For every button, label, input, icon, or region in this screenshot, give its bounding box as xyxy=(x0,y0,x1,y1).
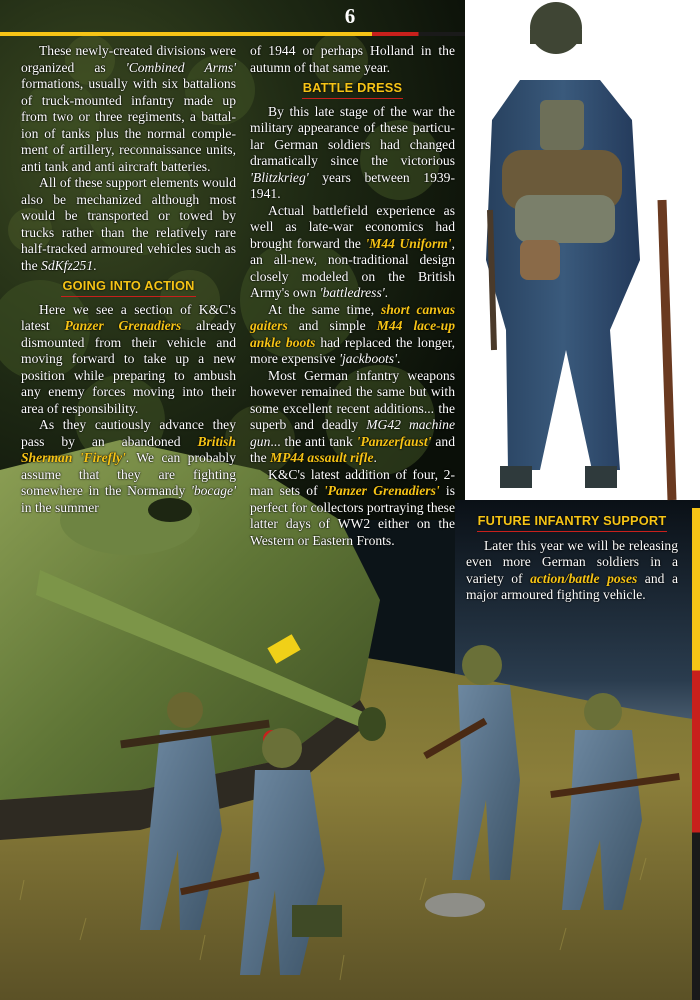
paragraph-panzer-grenadiers: Here we see a section of K&C's latest Panzer Grenadiers already dismounted from their vehicle and moving forward to take up a new position while preparing to ambush any enemy forces moving into their area of responsibility. xyxy=(21,301,236,416)
article-column-2 xyxy=(250,43,455,549)
m44-uniform-soldier-photo xyxy=(465,0,700,500)
top-stripe xyxy=(0,32,465,36)
right-edge-flag-bar xyxy=(692,508,700,1000)
article-column-3 xyxy=(466,513,678,604)
heading-going-into-action: GOING INTO ACTION xyxy=(61,278,195,297)
heading-future-infantry-support: FUTURE INFANTRY SUPPORT xyxy=(477,513,668,532)
paragraph-combined-arms: These newly-created divisions were organized as 'Combined Arms' formations, usually with six battalions of truck-mounted infantry made up from two or three regiments, a battal- ion of tanks plus the normal comple- ment of artillery, reconnaissance units, anti tank and anti aircraft batteries. xyxy=(21,43,236,174)
paragraph-gaiters-boots: At the same time, short canvas gaiters and simple M44 lace-up ankle boots had replaced the longer, more expensive 'jackboots'. xyxy=(250,301,455,366)
paragraph-1944-holland: of 1944 or perhaps Holland in the autumn of that same year. xyxy=(250,43,455,75)
paragraph-military-appearance: By this late stage of the war the military appearance of these particu- lar German soldiers had changed dramatically since the victorious 'Blitzkrieg' years between 1939-1941. xyxy=(250,103,455,201)
paragraph-kc-latest-sets: K&C's latest addition of four, 2-man sets of 'Panzer Grenadiers' is perfect for collectors portraying these latter days of WW2 either on the Western or Eastern Fronts. xyxy=(250,466,455,548)
page-number: 6 xyxy=(344,4,356,28)
heading-battle-dress: BATTLE DRESS xyxy=(302,80,404,99)
paragraph-infantry-weapons: Most German infantry weapons however remained the same but with some excellent recent additions... the superb and deadly MG42 machine gun... the anti tank 'Panzerfaust' and the MP44 assault rifle. xyxy=(250,367,456,465)
article-column-1 xyxy=(21,43,236,516)
paragraph-future-releases: Later this year we will be releasing even more German soldiers in a variety of action/battle poses and a major armoured fighting vehicle. xyxy=(466,537,678,602)
paragraph-sherman-firefly: As they cautiously advance they pass by an abandoned British Sherman 'Firefly'. We can probably assume that they are fighting somewhere in the Normandy 'bocage' in the summer xyxy=(21,417,236,515)
paragraph-m44-uniform: Actual battlefield experience as well as late-war economics had brought forward the 'M44 Uniform', an all-new, non-traditional design closely modeled on the British Army's own 'battledress'. xyxy=(250,202,455,300)
paragraph-support-elements: All of these support elements would also be mechanized although most would be transported or towed by trucks rather than the relatively rare half-tracked armoured vehicles such as the SdKfz251. xyxy=(21,175,236,273)
